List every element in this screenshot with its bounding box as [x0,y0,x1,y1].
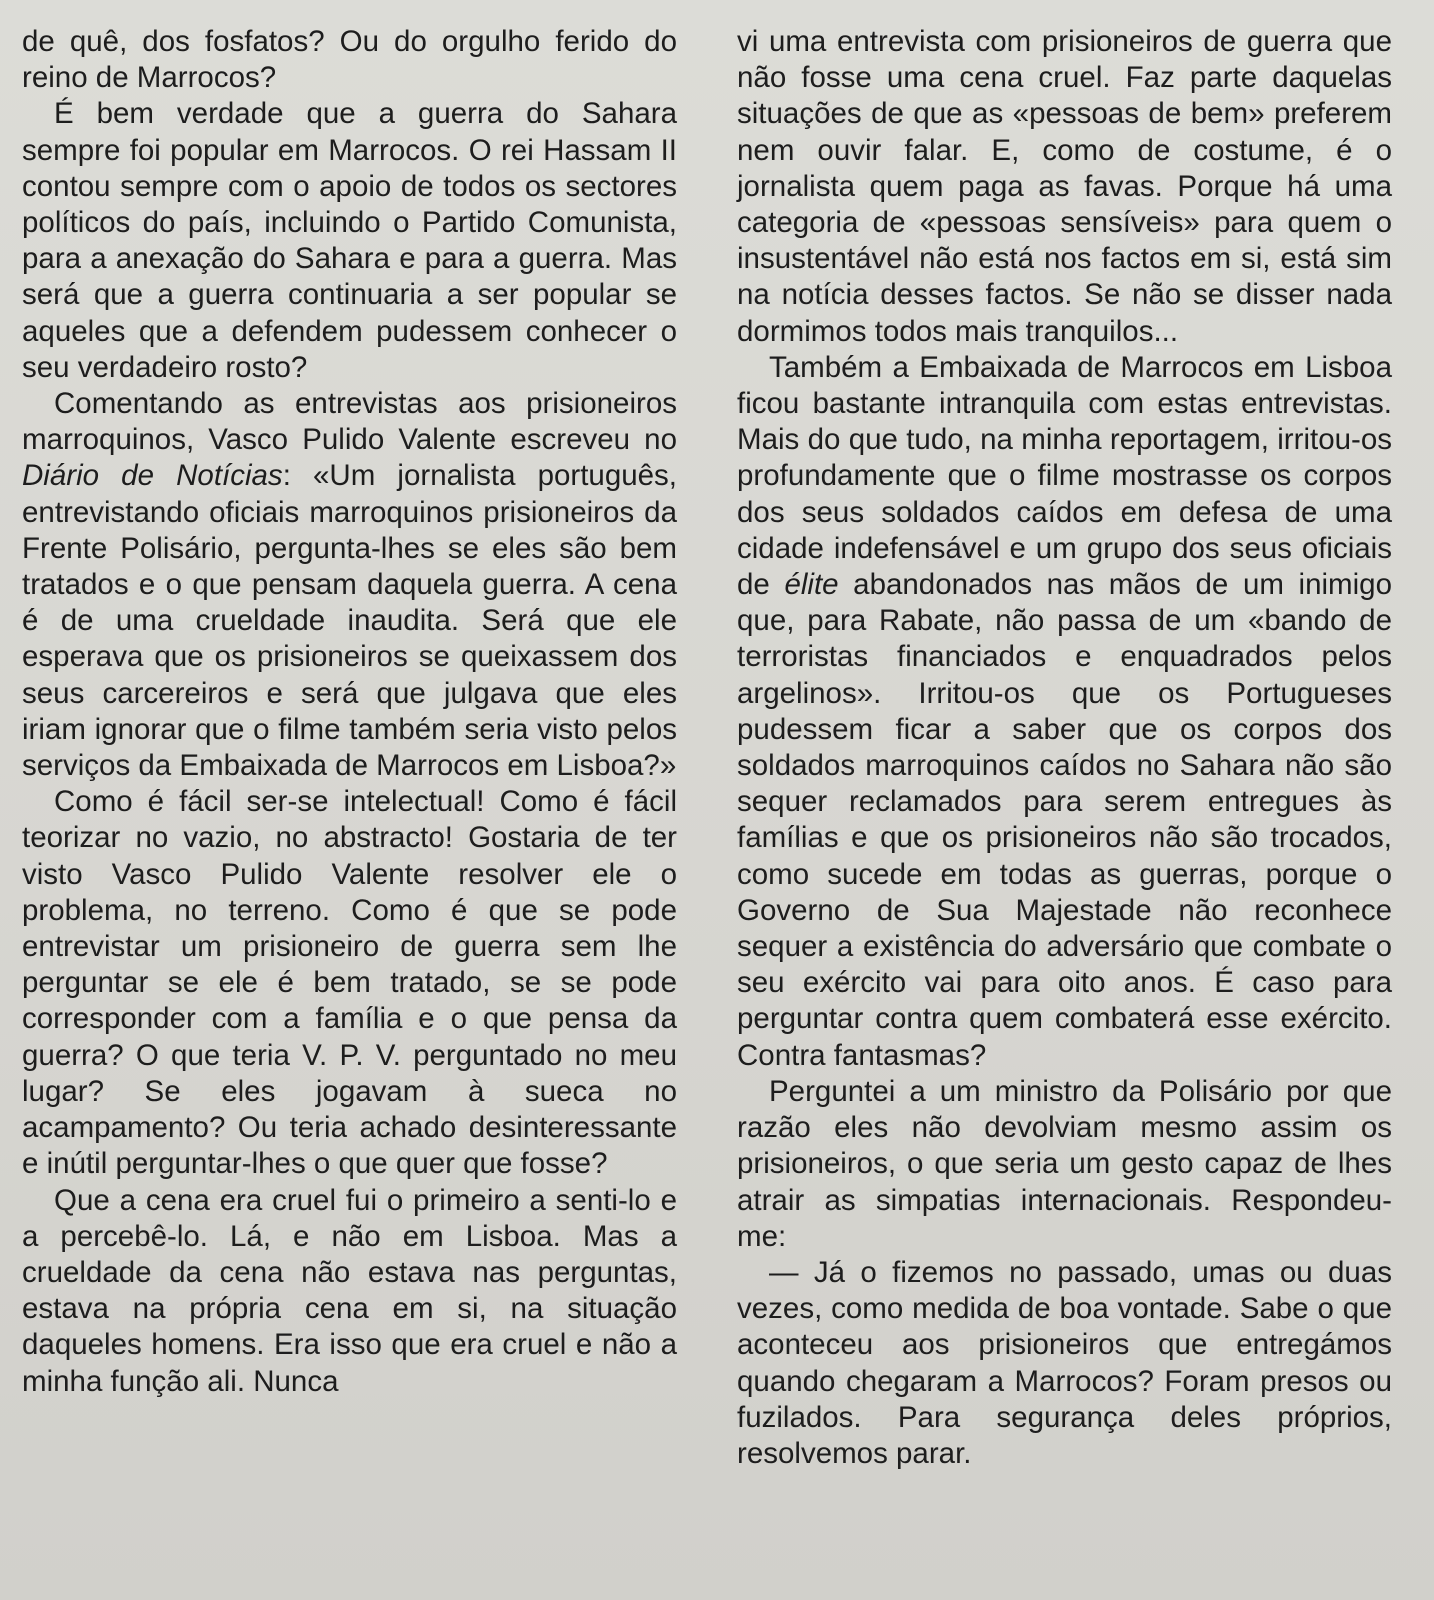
elite-word: élite [784,568,839,602]
embassy-text-a: Também a Embaixada de Marrocos em Lisboa ficou bastante intranquila com estas entrevistas. Mais do que tudo, na minha reportagem, irritou-os profundamente que o filme mostrasse os corpos dos seus soldados caídos em defesa de uma cidade indefensável e um grupo dos seus oficiais de [737,350,1392,602]
left-text-column [22,24,677,1600]
paragraph-cruel-scene: Que a cena era cruel fui o primeiro a senti-lo e a percebê-lo. Lá, e não em Lisboa. Mas a crueldade da cena não estava nas perguntas, estava na própria cena em si, na situação daqueles homens. Era isso que era cruel e não a minha função ali. Nunca [22,1183,677,1398]
paragraph-sahara-war: É bem verdade que a guerra do Sahara sempre foi popular em Marrocos. O rei Hassam II contou sempre com o apoio de todos os sectores políticos do país, incluindo o Partido Comunista, para a anexação do Sahara e para a guerra. Mas será que a guerra continuaria a ser popular se aqueles que a defendem pudessem conhecer o seu verdadeiro rosto? [22,97,677,384]
paragraph-vpv-quote [22,386,677,784]
paragraph-continuation: de quê, dos fosfatos? Ou do orgulho ferido do reino de Marrocos? [22,25,677,95]
paragraph-embassy [737,350,1392,1074]
paragraph-minister-question: Perguntei a um ministro da Polisário por que razão eles não devolviam mesmo assim os prisioneiros, o que seria um gesto capaz de lhes atrair as simpatias internacionais. Respondeu-me: [737,1074,1392,1253]
embassy-text-b: abandonados nas mãos de um inimigo que, para Rabate, não passa de um «bando de terroristas financiados e enquadrados pelos argelinos». Irritou-os que os Portugueses pudessem ficar a saber que os corpos dos soldados marroquinos caídos no Sahara não são sequer reclamados para serem entregues às famílias e que os prisioneiros não são trocados, como sucede em todas as guerras, porque o Governo de Sua Majestade não reconhece sequer a existência do adversário que combate o seu exército vai para oito anos. É caso para perguntar contra quem combaterá esse exército. Contra fantasmas? [737,568,1392,1072]
quote-body: : «Um jornalista português, entrevistando oficiais marroquinos prisioneiros da Frente Polisário, pergunta-lhes se eles são bem tratados e o que pensam daquela guerra. A cena é de uma crueldade inaudita. Será que ele esperava que os prisioneiros se queixassem dos seus carcereiros e será que julgava que eles iriam ignorar que o filme também seria visto pelos serviços da Embaixada de Marrocos em Lisboa?» [22,459,678,783]
right-text-column [737,24,1392,1600]
paragraph-continuation-right: vi uma entrevista com prisioneiros de guerra que não fosse uma cena cruel. Faz parte daquelas situações de que as «pessoas de bem» preferem nem ouvir falar. E, como de costume, é o jornalista quem paga as favas. Porque há uma categoria de «pessoas sensíveis» para quem o insustentável não está nos factos em si, está sim na notícia desses factos. Se não se disser nada dormimos todos mais tranquilos... [737,25,1392,348]
quote-intro: Comentando as entrevistas aos prisioneiros marroquinos, Vasco Pulido Valente escreveu no [22,387,677,457]
paragraph-intellectual: Como é fácil ser-se intelectual! Como é fácil teorizar no vazio, no abstracto! Gostaria de ter visto Vasco Pulido Valente resolver ele o problema, no terreno. Como é que se pode entrevistar um prisioneiro de guerra sem lhe perguntar se ele é bem tratado, se se pode corresponder com a família e o que pensa da guerra? O que teria V. P. V. perguntado no meu lugar? Se eles jogavam à sueca no acampamento? Ou teria achado desinteressante e inútil perguntar-lhes o que quer que fosse? [22,785,677,1181]
paragraph-minister-answer: — Já o fizemos no passado, umas ou duas vezes, como medida de boa vontade. Sabe o que aconteceu aos prisioneiros que entregámos quando chegaram a Marrocos? Foram presos ou fuzilados. Para segurança deles próprios, resolvemos parar. [737,1255,1392,1470]
newspaper-title: Diário de Notícias [22,459,283,493]
